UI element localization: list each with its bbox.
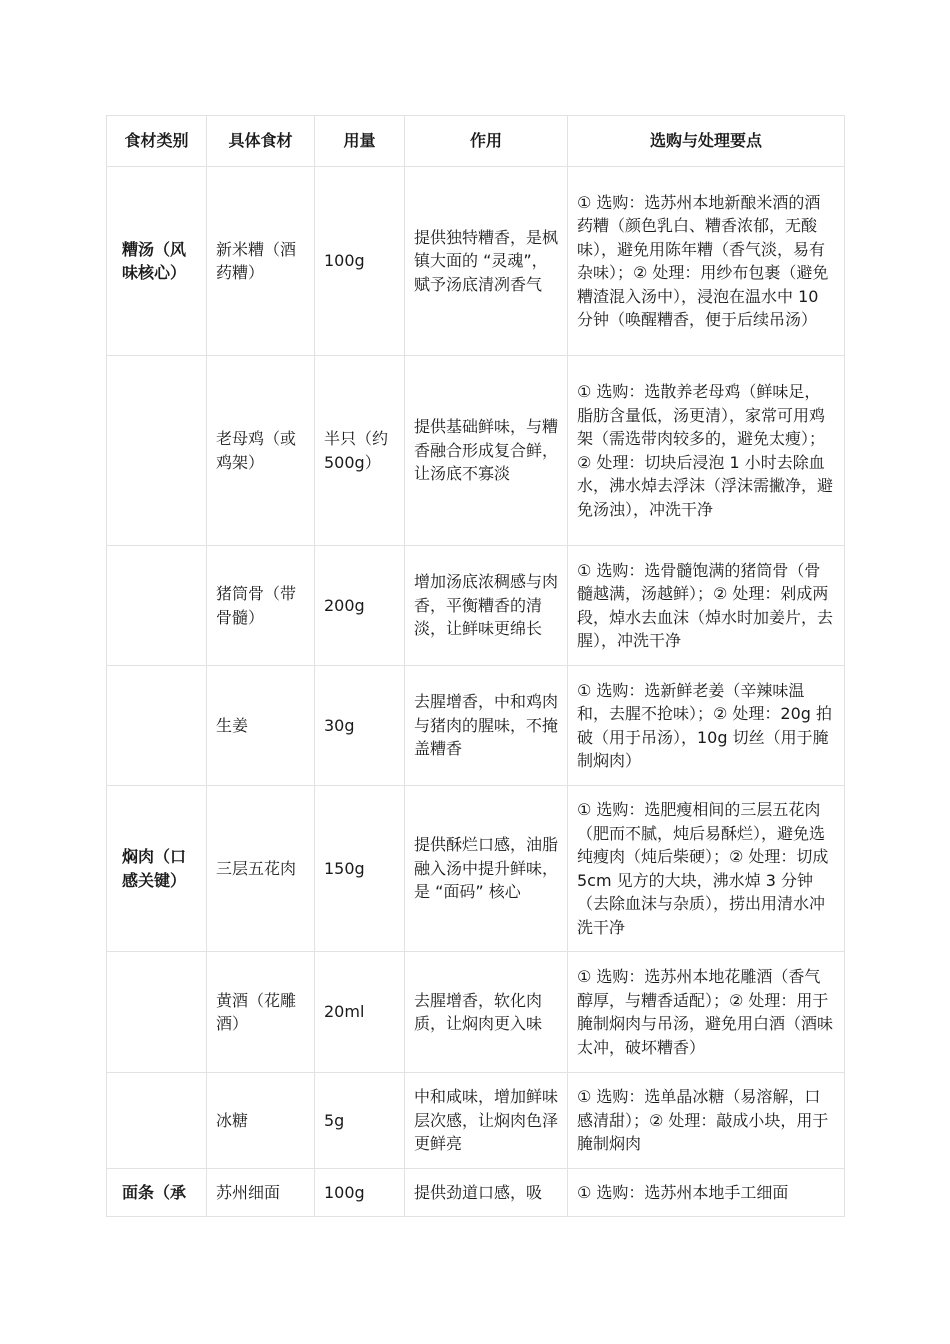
function-cell: 提供劲道口感，吸: [405, 1169, 568, 1217]
amount-cell: 5g: [315, 1073, 405, 1169]
table-row: [107, 666, 845, 786]
tips-cell: ① 选购：选新鲜老姜（辛辣味温和，去腥不抢味）；② 处理：20g 拍破（用于吊汤），10g 切丝（用于腌制焖肉）: [568, 666, 845, 786]
table-row: [107, 952, 845, 1073]
table-header-row: [107, 116, 845, 167]
amount-cell: 20ml: [315, 952, 405, 1073]
category-cell: 面条（承: [107, 1169, 207, 1217]
function-cell: 中和咸味，增加鲜味层次感，让焖肉色泽更鲜亮: [405, 1073, 568, 1169]
header-function: 作用: [405, 116, 568, 167]
ingredient-cell: 生姜: [207, 666, 315, 786]
ingredients-table: [106, 115, 845, 1217]
function-cell: 提供基础鲜味，与糟香融合形成复合鲜，让汤底不寡淡: [405, 356, 568, 546]
ingredient-cell: 老母鸡（或鸡架）: [207, 356, 315, 546]
tips-cell: ① 选购：选苏州本地新酿米酒的酒药糟（颜色乳白、糟香浓郁，无酸味），避免用陈年糟（香气淡，易有杂味）；② 处理：用纱布包裹（避免糟渣混入汤中），浸泡在温水中 10 分钟（唤醒糟香，便于后续吊汤）: [568, 167, 845, 356]
table-row: [107, 1073, 845, 1169]
category-cell: [107, 666, 207, 786]
function-cell: 增加汤底浓稠感与肉香，平衡糟香的清淡，让鲜味更绵长: [405, 546, 568, 666]
function-cell: 提供独特糟香，是枫镇大面的 “灵魂”，赋予汤底清冽香气: [405, 167, 568, 356]
header-tips: 选购与处理要点: [568, 116, 845, 167]
table-row: [107, 356, 845, 546]
ingredient-cell: 冰糖: [207, 1073, 315, 1169]
function-cell: 提供酥烂口感，油脂融入汤中提升鲜味，是 “面码” 核心: [405, 786, 568, 952]
amount-cell: 100g: [315, 167, 405, 356]
category-cell: 糟汤（风味核心）: [107, 167, 207, 356]
header-ingredient: 具体食材: [207, 116, 315, 167]
tips-cell: ① 选购：选苏州本地手工细面: [568, 1169, 845, 1217]
category-cell: 焖肉（口感关键）: [107, 786, 207, 952]
ingredient-cell: 黄酒（花雕酒）: [207, 952, 315, 1073]
tips-cell: ① 选购：选骨髓饱满的猪筒骨（骨髓越满，汤越鲜）；② 处理：剁成两段，焯水去血沫（焯水时加姜片，去腥），冲洗干净: [568, 546, 845, 666]
amount-cell: 半只（约500g）: [315, 356, 405, 546]
amount-cell: 100g: [315, 1169, 405, 1217]
ingredient-cell: 新米糟（酒药糟）: [207, 167, 315, 356]
ingredient-cell: 三层五花肉: [207, 786, 315, 952]
table-row: [107, 167, 845, 356]
header-amount: 用量: [315, 116, 405, 167]
tips-cell: ① 选购：选肥瘦相间的三层五花肉（肥而不腻，炖后易酥烂），避免选纯瘦肉（炖后柴硬）；② 处理：切成 5cm 见方的大块，沸水焯 3 分钟（去除血沫与杂质），捞出用清水冲洗干净: [568, 786, 845, 952]
category-cell: [107, 546, 207, 666]
table-row: [107, 546, 845, 666]
table-row: [107, 1169, 845, 1217]
amount-cell: 200g: [315, 546, 405, 666]
tips-cell: ① 选购：选散养老母鸡（鲜味足，脂肪含量低，汤更清），家常可用鸡架（需选带肉较多的，避免太瘦）；② 处理：切块后浸泡 1 小时去除血水，沸水焯去浮沫（浮沫需撇净，避免汤浊），冲洗干净: [568, 356, 845, 546]
ingredient-cell: 苏州细面: [207, 1169, 315, 1217]
table-row: [107, 786, 845, 952]
header-category: 食材类别: [107, 116, 207, 167]
amount-cell: 30g: [315, 666, 405, 786]
tips-cell: ① 选购：选苏州本地花雕酒（香气醇厚，与糟香适配）；② 处理：用于腌制焖肉与吊汤，避免用白酒（酒味太冲，破坏糟香）: [568, 952, 845, 1073]
tips-cell: ① 选购：选单晶冰糖（易溶解，口感清甜）；② 处理：敲成小块，用于腌制焖肉: [568, 1073, 845, 1169]
ingredient-cell: 猪筒骨（带骨髓）: [207, 546, 315, 666]
amount-cell: 150g: [315, 786, 405, 952]
category-cell: [107, 356, 207, 546]
function-cell: 去腥增香，中和鸡肉与猪肉的腥味，不掩盖糟香: [405, 666, 568, 786]
category-cell: [107, 1073, 207, 1169]
function-cell: 去腥增香，软化肉质，让焖肉更入味: [405, 952, 568, 1073]
category-cell: [107, 952, 207, 1073]
